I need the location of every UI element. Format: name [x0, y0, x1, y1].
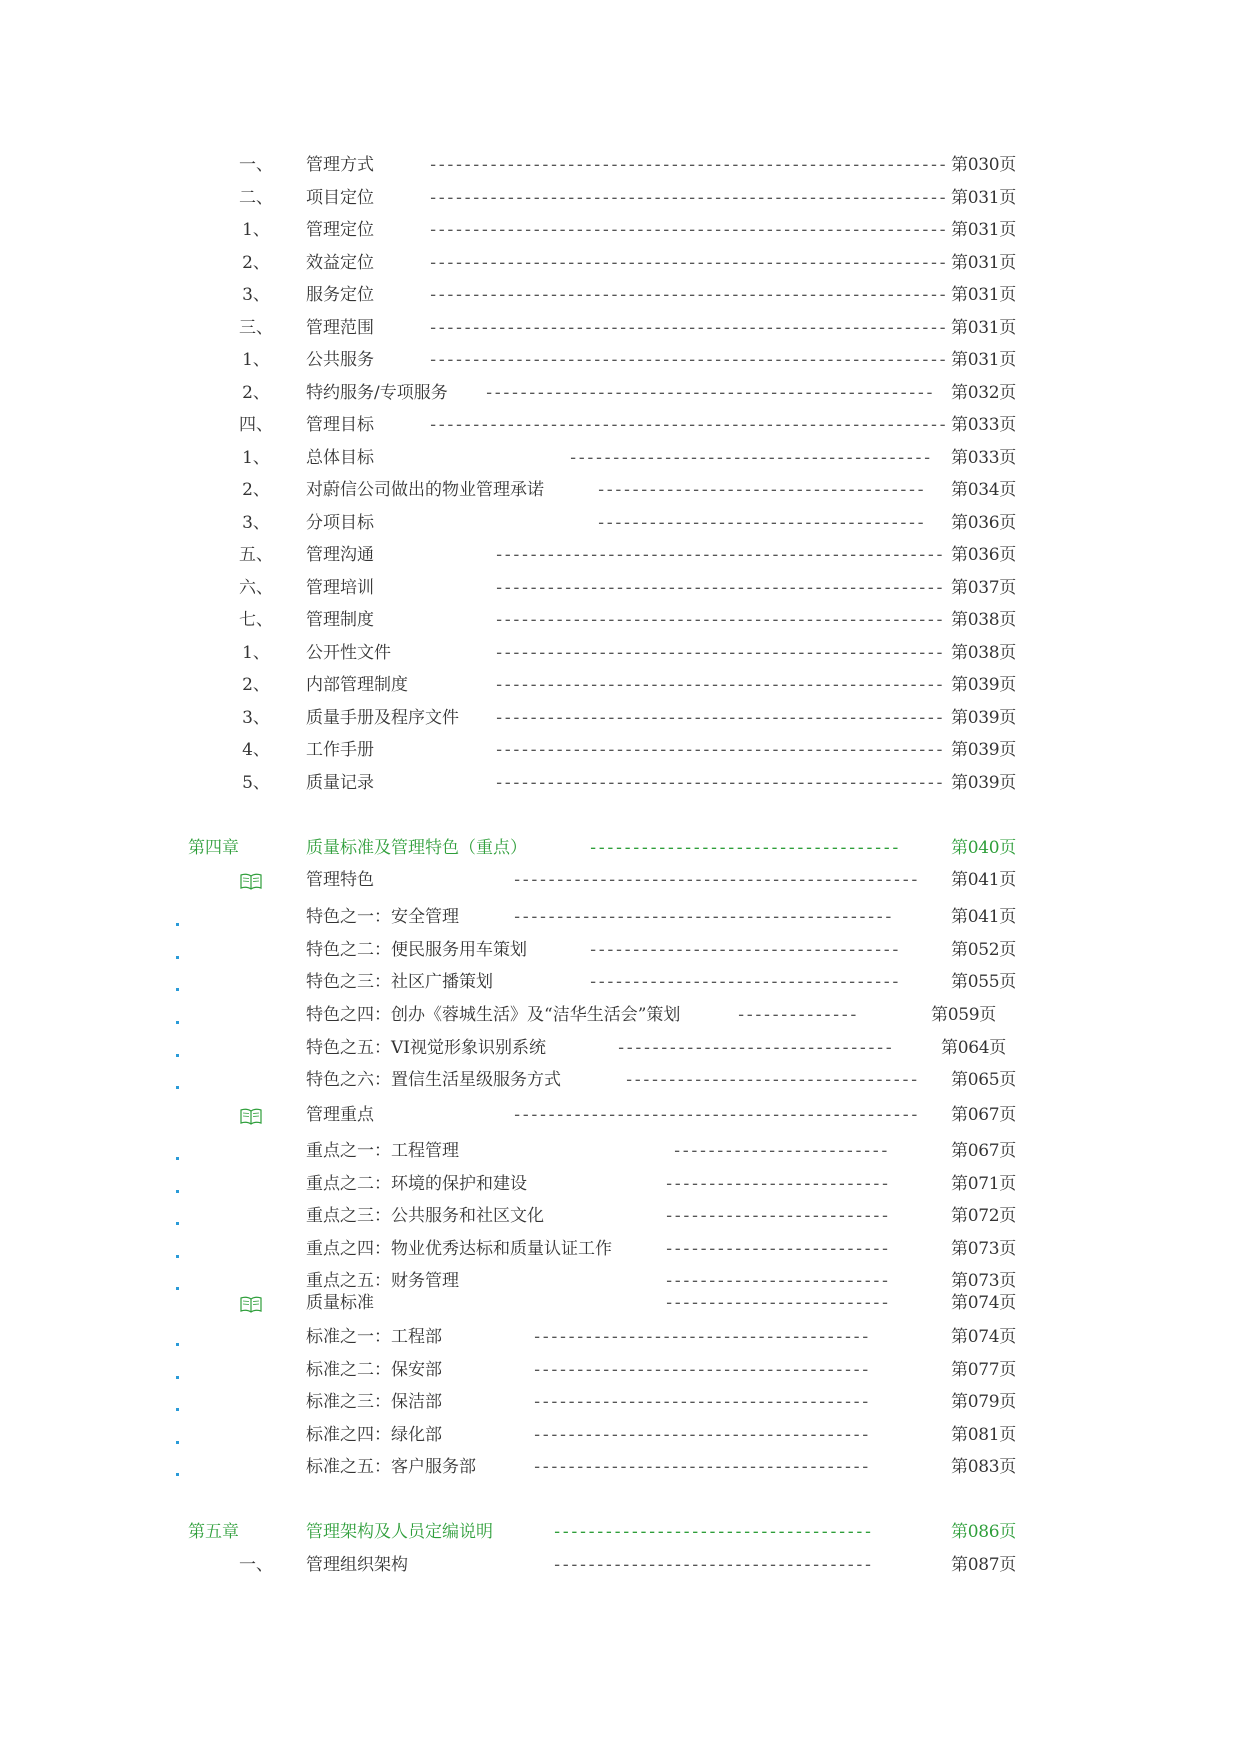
item-title: 公开性文件 [306, 643, 391, 663]
page-number: 第031页 [951, 318, 1016, 338]
item-number: 1、 [242, 350, 270, 370]
leader-dots: -------------------------- [664, 1239, 889, 1259]
page-number: 第086页 [951, 1522, 1016, 1542]
item-title: 管理范围 [306, 318, 374, 338]
leader-dots: --------------------------------------- [532, 1457, 869, 1477]
toc-subitem[interactable] [0, 1065, 1241, 1095]
leader-dots: -------------- [736, 1005, 857, 1025]
toc-subitem[interactable] [0, 1169, 1241, 1199]
page-number: 第039页 [951, 740, 1016, 760]
page-number: 第083页 [951, 1457, 1016, 1477]
leader-dots: ------------------------------------ [588, 838, 899, 858]
item-title: 特约服务/专项服务 [306, 383, 448, 403]
toc-row[interactable] [0, 1550, 1241, 1580]
bullet-marker [176, 923, 179, 926]
page-number: 第032页 [951, 383, 1016, 403]
leader-dots: ---------------------------------------------------- [494, 545, 944, 565]
page-number: 第033页 [951, 415, 1016, 435]
page-number: 第064页 [941, 1038, 1006, 1058]
book-icon [240, 1106, 262, 1124]
toc-row[interactable] [0, 670, 1241, 700]
bullet-marker [176, 1343, 179, 1346]
section-heading[interactable] [0, 1288, 1241, 1318]
page-number: 第073页 [951, 1271, 1016, 1291]
item-number: 1、 [242, 448, 270, 468]
leader-dots: ----------------------------------------------- [512, 870, 918, 890]
item-title: 管理重点 [306, 1105, 374, 1125]
item-number: 2、 [242, 480, 270, 500]
toc-row[interactable] [0, 735, 1241, 765]
leader-dots: -------------------------------------------- [512, 907, 892, 927]
item-number: 一、 [239, 155, 273, 175]
leader-dots: ------------------------------------------------------------ [428, 318, 947, 338]
item-number: 2、 [242, 253, 270, 273]
page-number: 第081页 [951, 1425, 1016, 1445]
item-title: 重点之四：物业优秀达标和质量认证工作 [306, 1239, 612, 1259]
page-number: 第074页 [951, 1293, 1016, 1313]
leader-dots: -------------------------------- [616, 1038, 893, 1058]
page-number: 第031页 [951, 350, 1016, 370]
leader-dots: ------------------------- [672, 1141, 888, 1161]
item-title: 管理特色 [306, 870, 374, 890]
item-title: 标准之二：保安部 [306, 1360, 442, 1380]
book-icon [240, 1294, 262, 1312]
page-number: 第065页 [951, 1070, 1016, 1090]
toc-subitem[interactable] [0, 967, 1241, 997]
page-number: 第038页 [951, 610, 1016, 630]
toc-row[interactable] [0, 508, 1241, 538]
leader-dots: ---------------------------------------------------- [494, 773, 944, 793]
section-heading[interactable] [0, 865, 1241, 895]
chapter-number: 第四章 [188, 838, 239, 858]
leader-dots: -------------------------------------- [596, 480, 925, 500]
item-number: 七、 [239, 610, 273, 630]
page-number: 第036页 [951, 545, 1016, 565]
toc-row[interactable] [0, 605, 1241, 635]
leader-dots: --------------------------------------- [532, 1360, 869, 1380]
page-number: 第071页 [951, 1174, 1016, 1194]
item-title: 项目定位 [306, 188, 374, 208]
item-number: 1、 [242, 220, 270, 240]
item-number: 一、 [239, 1555, 273, 1575]
item-title: 重点之二：环境的保护和建设 [306, 1174, 527, 1194]
bullet-marker [176, 1255, 179, 1258]
bullet-marker [176, 1408, 179, 1411]
leader-dots: ------------------------------------------------------------ [428, 285, 947, 305]
page-number: 第033页 [951, 448, 1016, 468]
item-title: 管理组织架构 [306, 1555, 408, 1575]
chapter-number: 第五章 [188, 1522, 239, 1542]
item-title: 分项目标 [306, 513, 374, 533]
page-number: 第079页 [951, 1392, 1016, 1412]
item-title: 效益定位 [306, 253, 374, 273]
toc-row[interactable] [0, 280, 1241, 310]
page-number: 第030页 [951, 155, 1016, 175]
leader-dots: ------------------------------------------ [568, 448, 931, 468]
item-number: 三、 [239, 318, 273, 338]
toc-row[interactable] [0, 215, 1241, 245]
leader-dots: ------------------------------------ [588, 972, 899, 992]
page-number: 第038页 [951, 643, 1016, 663]
toc-row[interactable] [0, 313, 1241, 343]
item-title: 标准之一：工程部 [306, 1327, 442, 1347]
toc-row[interactable] [0, 638, 1241, 668]
page-number: 第067页 [951, 1105, 1016, 1125]
leader-dots: ---------------------------------------------------- [494, 708, 944, 728]
leader-dots: ------------------------------------- [552, 1555, 872, 1575]
toc-row[interactable] [0, 248, 1241, 278]
item-title: 内部管理制度 [306, 675, 408, 695]
item-title: 特色之二：便民服务用车策划 [306, 940, 527, 960]
toc-row[interactable] [0, 345, 1241, 375]
item-title: 特色之一：安全管理 [306, 907, 459, 927]
page-number: 第041页 [951, 907, 1016, 927]
item-title: 质量手册及程序文件 [306, 708, 459, 728]
leader-dots: ----------------------------------------------- [512, 1105, 918, 1125]
toc-row[interactable] [0, 378, 1241, 408]
page-number: 第072页 [951, 1206, 1016, 1226]
toc-subitem[interactable] [0, 1136, 1241, 1166]
toc-subitem[interactable] [0, 935, 1241, 965]
page-number: 第037页 [951, 578, 1016, 598]
page-number: 第041页 [951, 870, 1016, 890]
page-number: 第077页 [951, 1360, 1016, 1380]
item-number: 2、 [242, 675, 270, 695]
item-number: 3、 [242, 708, 270, 728]
toc-row[interactable] [0, 410, 1241, 440]
leader-dots: --------------------------------------- [532, 1392, 869, 1412]
item-title: 质量记录 [306, 773, 374, 793]
item-title: 管理制度 [306, 610, 374, 630]
item-number: 二、 [239, 188, 273, 208]
bullet-marker [176, 1086, 179, 1089]
section-heading[interactable] [0, 1100, 1241, 1130]
item-title: 标准之五：客户服务部 [306, 1457, 476, 1477]
toc-row[interactable] [0, 183, 1241, 213]
chapter-heading[interactable] [0, 833, 1241, 863]
toc-row[interactable] [0, 150, 1241, 180]
item-title: 管理培训 [306, 578, 374, 598]
leader-dots: -------------------------- [664, 1271, 889, 1291]
page-number: 第039页 [951, 675, 1016, 695]
page-number: 第039页 [951, 773, 1016, 793]
item-title: 特色之四：创办《蓉城生活》及“洁华生活会”策划 [306, 1005, 681, 1025]
toc-row[interactable] [0, 443, 1241, 473]
leader-dots: ---------------------------------------------------- [494, 675, 944, 695]
toc-subitem[interactable] [0, 1322, 1241, 1352]
item-number: 5、 [242, 773, 270, 793]
leader-dots: ------------------------------------------------------------ [428, 155, 947, 175]
leader-dots: ---------------------------------------------------- [494, 578, 944, 598]
leader-dots: ------------------------------------------------------------ [428, 350, 947, 370]
item-title: 重点之一：工程管理 [306, 1141, 459, 1161]
bullet-marker [176, 1021, 179, 1024]
leader-dots: -------------------------------------- [596, 513, 925, 533]
toc-row[interactable] [0, 573, 1241, 603]
item-title: 工作手册 [306, 740, 374, 760]
leader-dots: ------------------------------------------------------------ [428, 415, 947, 435]
item-title: 标准之四：绿化部 [306, 1425, 442, 1445]
page-number: 第067页 [951, 1141, 1016, 1161]
item-title: 管理定位 [306, 220, 374, 240]
toc-subitem[interactable] [0, 1355, 1241, 1385]
bullet-marker [176, 1473, 179, 1476]
item-title: 质量标准 [306, 1293, 374, 1313]
toc-subitem[interactable] [0, 1033, 1241, 1063]
item-title: 重点之五：财务管理 [306, 1271, 459, 1291]
item-number: 四、 [239, 415, 273, 435]
item-title: 管理目标 [306, 415, 374, 435]
leader-dots: -------------------------- [664, 1174, 889, 1194]
page-number: 第034页 [951, 480, 1016, 500]
toc-subitem[interactable] [0, 1000, 1241, 1030]
leader-dots: -------------------------- [664, 1206, 889, 1226]
item-title: 特色之五：VI视觉形象识别系统 [306, 1038, 546, 1058]
page-number: 第031页 [951, 285, 1016, 305]
page-number: 第073页 [951, 1239, 1016, 1259]
leader-dots: -------------------------- [664, 1293, 889, 1313]
item-title: 管理方式 [306, 155, 374, 175]
item-title: 重点之三：公共服务和社区文化 [306, 1206, 544, 1226]
page-number: 第039页 [951, 708, 1016, 728]
item-number: 1、 [242, 643, 270, 663]
leader-dots: ------------------------------------------------------------ [428, 253, 947, 273]
toc-row[interactable] [0, 703, 1241, 733]
item-title: 管理沟通 [306, 545, 374, 565]
item-title: 特色之六：置信生活星级服务方式 [306, 1070, 561, 1090]
page-number: 第031页 [951, 188, 1016, 208]
book-icon [240, 871, 262, 889]
item-title: 公共服务 [306, 350, 374, 370]
bullet-marker [176, 1441, 179, 1444]
bullet-marker [176, 1190, 179, 1193]
page-number: 第055页 [951, 972, 1016, 992]
leader-dots: ------------------------------------------------------------ [428, 188, 947, 208]
leader-dots: ---------------------------------------------------- [494, 610, 944, 630]
bullet-marker [176, 1054, 179, 1057]
page-number: 第031页 [951, 253, 1016, 273]
item-title: 总体目标 [306, 448, 374, 468]
bullet-marker [176, 1376, 179, 1379]
item-number: 五、 [239, 545, 273, 565]
page-number: 第087页 [951, 1555, 1016, 1575]
item-title: 质量标准及管理特色（重点） [306, 838, 527, 858]
bullet-marker [176, 1222, 179, 1225]
page-number: 第036页 [951, 513, 1016, 533]
leader-dots: --------------------------------------- [532, 1425, 869, 1445]
toc-row[interactable] [0, 768, 1241, 798]
toc-subitem[interactable] [0, 1201, 1241, 1231]
toc-row[interactable] [0, 540, 1241, 570]
toc-subitem[interactable] [0, 1387, 1241, 1417]
chapter-heading[interactable] [0, 1517, 1241, 1547]
page-number: 第059页 [931, 1005, 996, 1025]
toc-subitem[interactable] [0, 1452, 1241, 1482]
item-number: 3、 [242, 513, 270, 533]
item-title: 服务定位 [306, 285, 374, 305]
leader-dots: ---------------------------------------------------- [484, 383, 934, 403]
toc-subitem[interactable] [0, 1234, 1241, 1264]
item-number: 2、 [242, 383, 270, 403]
item-number: 3、 [242, 285, 270, 305]
item-number: 4、 [242, 740, 270, 760]
item-number: 六、 [239, 578, 273, 598]
leader-dots: --------------------------------------- [532, 1327, 869, 1347]
page-number: 第052页 [951, 940, 1016, 960]
leader-dots: ------------------------------------ [588, 940, 899, 960]
page-number: 第074页 [951, 1327, 1016, 1347]
toc-row[interactable] [0, 475, 1241, 505]
item-title: 管理架构及人员定编说明 [306, 1522, 493, 1542]
item-title: 对蔚信公司做出的物业管理承诺 [306, 480, 544, 500]
leader-dots: ------------------------------------- [552, 1522, 872, 1542]
bullet-marker [176, 1157, 179, 1160]
page-number: 第031页 [951, 220, 1016, 240]
leader-dots: ---------------------------------- [624, 1070, 918, 1090]
item-title: 标准之三：保洁部 [306, 1392, 442, 1412]
toc-subitem[interactable] [0, 902, 1241, 932]
page-number: 第040页 [951, 838, 1016, 858]
toc-subitem[interactable] [0, 1420, 1241, 1450]
bullet-marker [176, 956, 179, 959]
bullet-marker [176, 988, 179, 991]
leader-dots: ------------------------------------------------------------ [428, 220, 947, 240]
leader-dots: ---------------------------------------------------- [494, 740, 944, 760]
leader-dots: ---------------------------------------------------- [494, 643, 944, 663]
item-title: 特色之三：社区广播策划 [306, 972, 493, 992]
